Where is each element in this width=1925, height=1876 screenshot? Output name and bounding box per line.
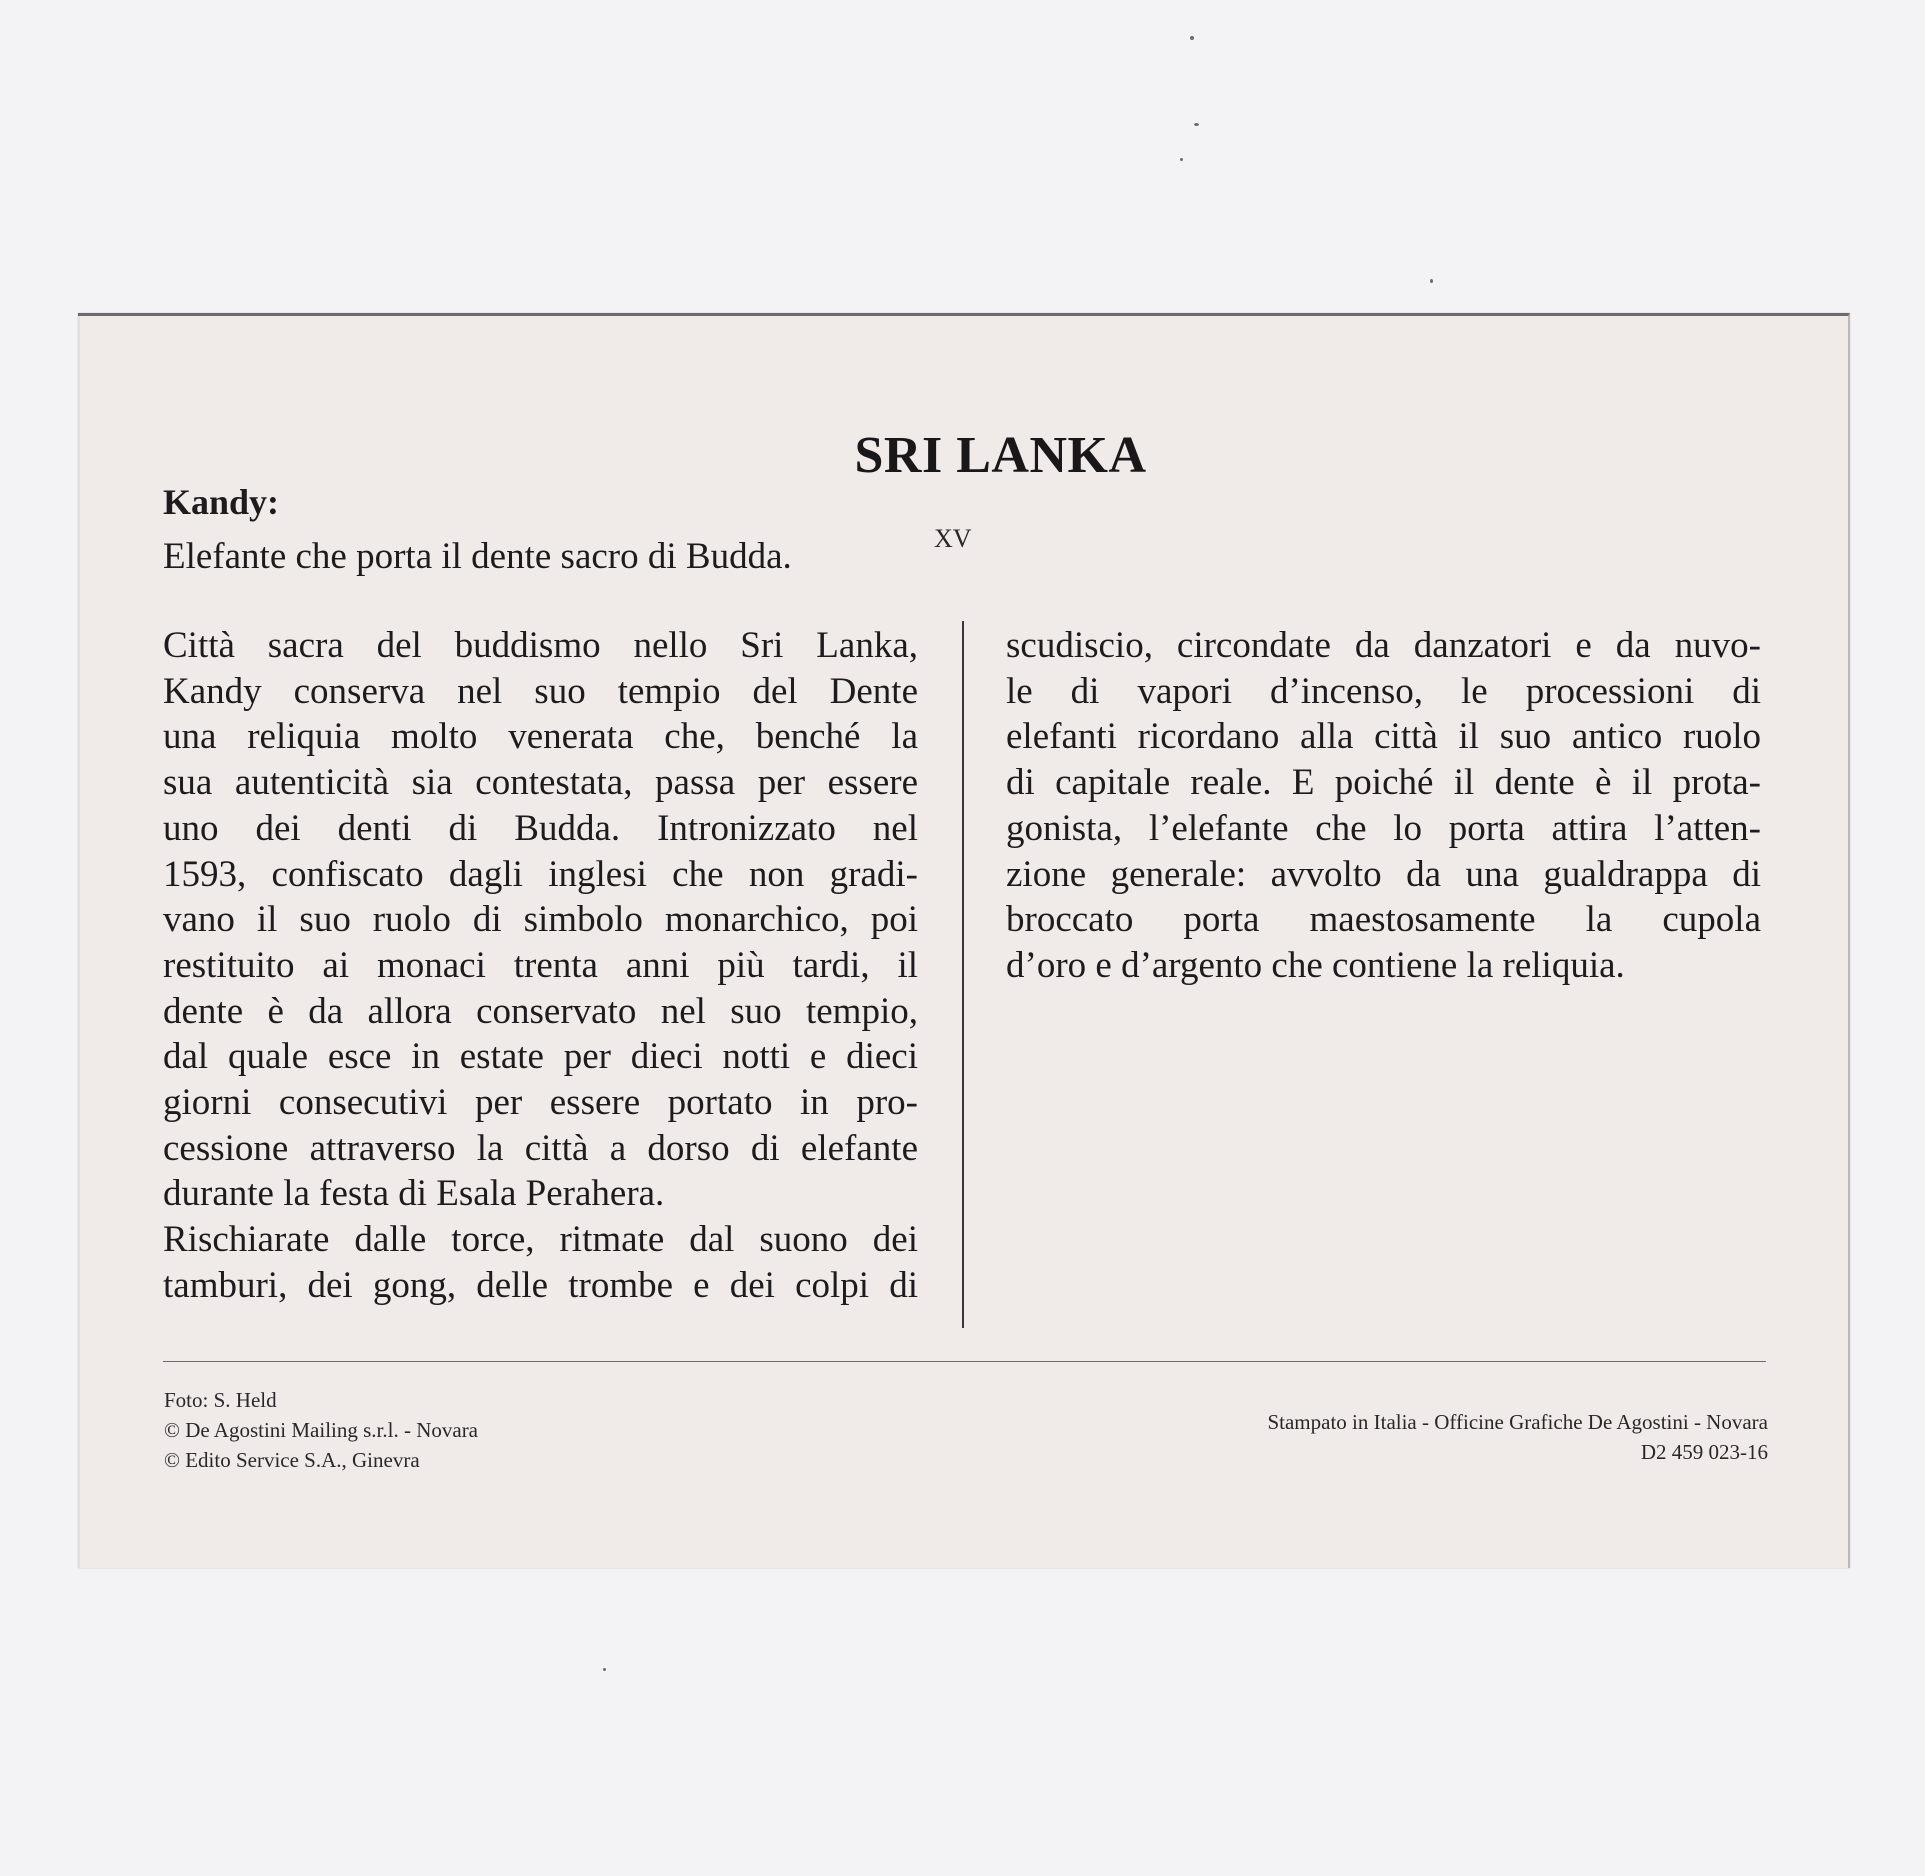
body-line: gonista, l’elefante che lo porta attira l’atten- — [1006, 807, 1761, 849]
plate-number: XV — [934, 524, 972, 553]
credits-right — [1267, 1407, 1768, 1467]
caption-subtitle: Elefante che porta il dente sacro di Budda. — [163, 536, 792, 577]
dust-speck — [603, 1668, 606, 1671]
credits-left — [164, 1385, 478, 1475]
page-title — [78, 426, 1848, 485]
text-column-right — [1006, 623, 1761, 989]
footer-rule — [163, 1361, 1766, 1362]
body-line: di capitale reale. E poiché il dente è il prota- — [1006, 762, 1761, 804]
column-divider — [962, 621, 964, 1328]
dust-speck — [1430, 279, 1433, 283]
printer-credit: Stampato in Italia - Officine Grafiche De Agostini - Novara — [1267, 1410, 1768, 1434]
postcard-back — [78, 313, 1850, 1568]
copyright-line: © Edito Service S.A., Ginevra — [164, 1448, 420, 1472]
text-column-left — [163, 623, 918, 1309]
dust-speck — [1180, 158, 1183, 161]
body-line: Città sacra del buddismo nello Sri Lanka, — [163, 625, 918, 666]
card-edge — [78, 316, 80, 1568]
dust-speck — [1194, 123, 1199, 126]
body-line: dal quale esce in estate per dieci notti e dieci — [163, 1036, 918, 1078]
body-line: broccato porta maestosamente la cupola — [1006, 899, 1761, 941]
body-line: elefanti ricordano alla città il suo antico ruolo — [1006, 716, 1761, 758]
title-text: SRI LANKA — [854, 427, 1147, 484]
body-line: cessione attraverso la città a dorso di elefante — [163, 1127, 918, 1169]
body-line: zione generale: avvolto da una gualdrappa di — [1006, 853, 1761, 895]
body-line: scudiscio, circondate da danzatori e da nuvo- — [1006, 625, 1761, 666]
body-line: uno dei denti di Budda. Intronizzato nel — [163, 807, 918, 849]
body-line: d’oro e d’argento che contiene la reliquia. — [1006, 944, 1625, 986]
photo-credit: Foto: S. Held — [164, 1388, 277, 1412]
body-line: tamburi, dei gong, delle trombe e dei colpi di — [163, 1264, 918, 1306]
copyright-line: © De Agostini Mailing s.r.l. - Novara — [164, 1418, 479, 1442]
body-line: vano il suo ruolo di simbolo monarchico, poi — [163, 899, 918, 941]
body-line: le di vapori d’incenso, le processioni di — [1006, 670, 1761, 712]
body-line: restituito ai monaci trenta anni più tardi, il — [163, 944, 918, 986]
product-code: D2 459 023-16 — [1640, 1440, 1768, 1464]
body-line: una reliquia molto venerata che, benché la — [163, 716, 918, 758]
place-heading: Kandy: — [163, 482, 280, 522]
body-line: dente è da allora conservato nel suo tempio, — [163, 990, 918, 1032]
body-line: Kandy conserva nel suo tempio del Dente — [163, 670, 918, 712]
body-line: durante la festa di Esala Perahera. — [163, 1173, 665, 1215]
dust-speck — [1190, 36, 1194, 40]
body-line: sua autenticità sia contestata, passa per essere — [163, 762, 918, 804]
body-line: Rischiarate dalle torce, ritmate dal suono dei — [163, 1219, 918, 1261]
body-line: giorni consecutivi per essere portato in pro- — [163, 1082, 918, 1124]
body-line: 1593, confiscato dagli inglesi che non gradi- — [163, 853, 918, 895]
